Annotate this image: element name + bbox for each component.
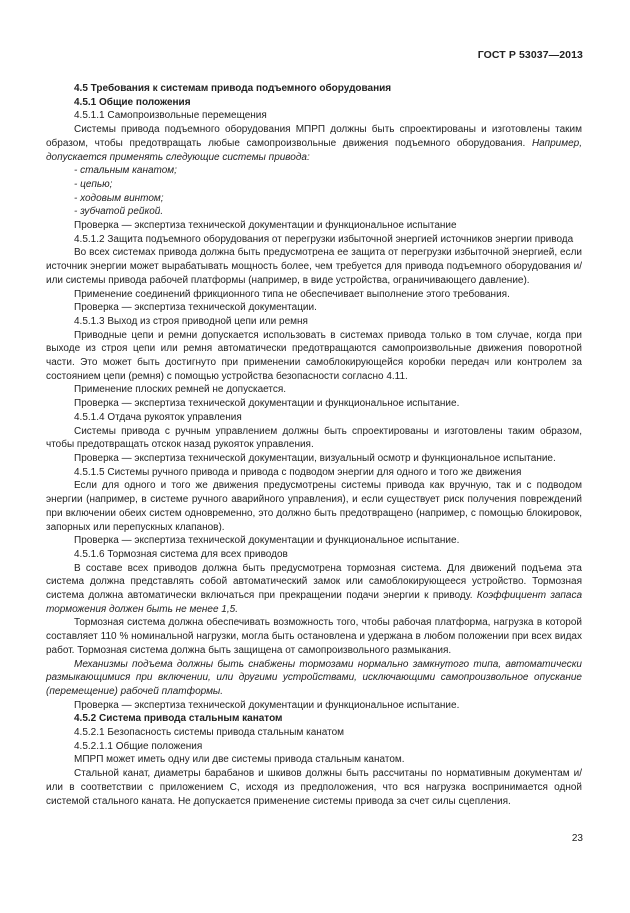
paragraph: Применение плоских ремней не допускается.	[74, 384, 287, 396]
verification-note: Проверка — экспертиза технической документации и функциональное испытание.	[74, 398, 460, 410]
verification-note: Проверка — экспертиза технической документации и функциональное испытание.	[74, 535, 460, 547]
list-item: - зубчатой рейкой.	[74, 206, 164, 218]
verification-note: Проверка — экспертиза технической документации и функциональное испытание.	[74, 699, 460, 711]
paragraph: Системы привода с ручным управлением должны быть спроектированы и изготовлены таким образом, чтобы предотвращать отскок назад рукояток управления.	[46, 425, 582, 451]
list-item: - ходовым винтом;	[74, 192, 164, 204]
paragraph: МПРП может иметь одну или две системы привода стальным канатом.	[74, 754, 405, 766]
clause-heading: 4.5.1.5 Системы ручного привода и привода с подводом энергии для одного и того же движения	[74, 466, 522, 478]
paragraph: Тормозная система должна обеспечивать возможность того, чтобы рабочая платформа, нагрузка в которой составляет 110 % номинальной нагрузки, могла быть остановлена и удержана в любом положении при всех видах работ. Тормозная система должна быть защищена от самопроизвольного размыкания.	[46, 617, 582, 656]
clause-heading: 4.5.1.4 Отдача рукояток управления	[74, 411, 242, 423]
paragraph-text: В составе всех приводов должна быть предусмотрена тормозная система. Для движений подъема эта система должна представлять собой автоматический замок или самоблокирующееся устройство. Тормозная система должна автоматически включаться при прекращении подачи энергии к приводу.	[46, 562, 582, 602]
paragraph-note: Коэффициент запаса торможения должен быть не менее 1,5.	[46, 590, 583, 615]
paragraph: Стальной канат, диаметры барабанов и шкивов должны быть рассчитаны по нормативным документам и/или в соответствии с приложением С, исходя из предположения, что вся нагрузка воспринимается одной системой стального каната. Не допускается применение системы привода за счет силы сцепления.	[46, 768, 582, 807]
paragraph-text: Системы привода подъемного оборудования МПРП должны быть спроектированы и изготовлены таким образом, чтобы предотвращать любые самопроизвольные движения подъемного оборудования.	[46, 124, 582, 149]
document-body	[46, 82, 582, 808]
list-item: - стальным канатом;	[74, 165, 177, 177]
verification-note: Проверка — экспертиза технической документации, визуальный осмотр и функциональное испытание.	[74, 452, 556, 464]
section-heading: 4.5 Требования к системам привода подъемного оборудования	[74, 83, 392, 94]
paragraph: Приводные цепи и ремни допускается использовать в системах привода только в том случае, когда при выходе из строя цепи или ремня автоматически предотвращаются самопроизвольные движения поворотной части. Это может быть достигнуто при применении самоблокирующейся коробки передач или контролем за состоянием цепи (ремня) с помощью устройства безопасности согласно 4.11.	[46, 329, 582, 382]
page-number: 23	[571, 833, 583, 844]
subsection-heading: 4.5.2 Система привода стальным канатом	[74, 713, 283, 725]
clause-heading: 4.5.2.1.1 Общие положения	[74, 740, 203, 752]
clause-heading: 4.5.1.1 Самопроизвольные перемещения	[74, 110, 267, 122]
document-header: ГОСТ Р 53037—2013	[477, 49, 583, 61]
paragraph: Во всех системах привода должна быть предусмотрена ее защита от перегрузки избыточной энергией, если источник энергии может вырабатывать мощность более, чем требуется для привода подъемного оборудования и/или системы привода рабочей платформы (например, в виде устройства, ограничивающего давление).	[46, 247, 582, 286]
paragraph	[46, 123, 582, 164]
paragraph-note: Например, допускается применять следующие системы привода:	[46, 137, 582, 163]
list-item: - цепью;	[74, 178, 113, 190]
paragraph: Если для одного и того же движения предусмотрены системы привода как вручную, так и с подводом энергии (например, в системе ручного аварийного управления), и если существует риск получения повреждений при включении обеих систем одновременно, это должно быть предотвращено (например, с помощью блокировок, запорных или перепускных клапанов).	[46, 480, 582, 533]
clause-heading: 4.5.1.3 Выход из строя приводной цепи или ремня	[74, 315, 308, 327]
verification-note: Проверка — экспертиза технической документации.	[74, 302, 317, 314]
paragraph: Применение соединений фрикционного типа не обеспечивает выполнение этого требования.	[74, 288, 510, 300]
paragraph-italic: Механизмы подъема должны быть снабжены тормозами нормально замкнутого типа, автоматически размыкающимися при включении, или другими устройствами, исключающими самопроизвольное опускание (перемещение) рабочей платформы.	[46, 658, 582, 697]
clause-heading: 4.5.1.2 Защита подъемного оборудования от перегрузки избыточной энергией источников энергии привода	[74, 233, 574, 245]
clause-heading: 4.5.2.1 Безопасность системы привода стальным канатом	[74, 727, 345, 739]
verification-note: Проверка — экспертиза технической документации и функциональное испытание	[74, 220, 457, 232]
subsection-heading: 4.5.1 Общие положения	[74, 96, 191, 108]
paragraph	[46, 562, 582, 617]
clause-heading: 4.5.1.6 Тормозная система для всех приводов	[74, 548, 288, 560]
